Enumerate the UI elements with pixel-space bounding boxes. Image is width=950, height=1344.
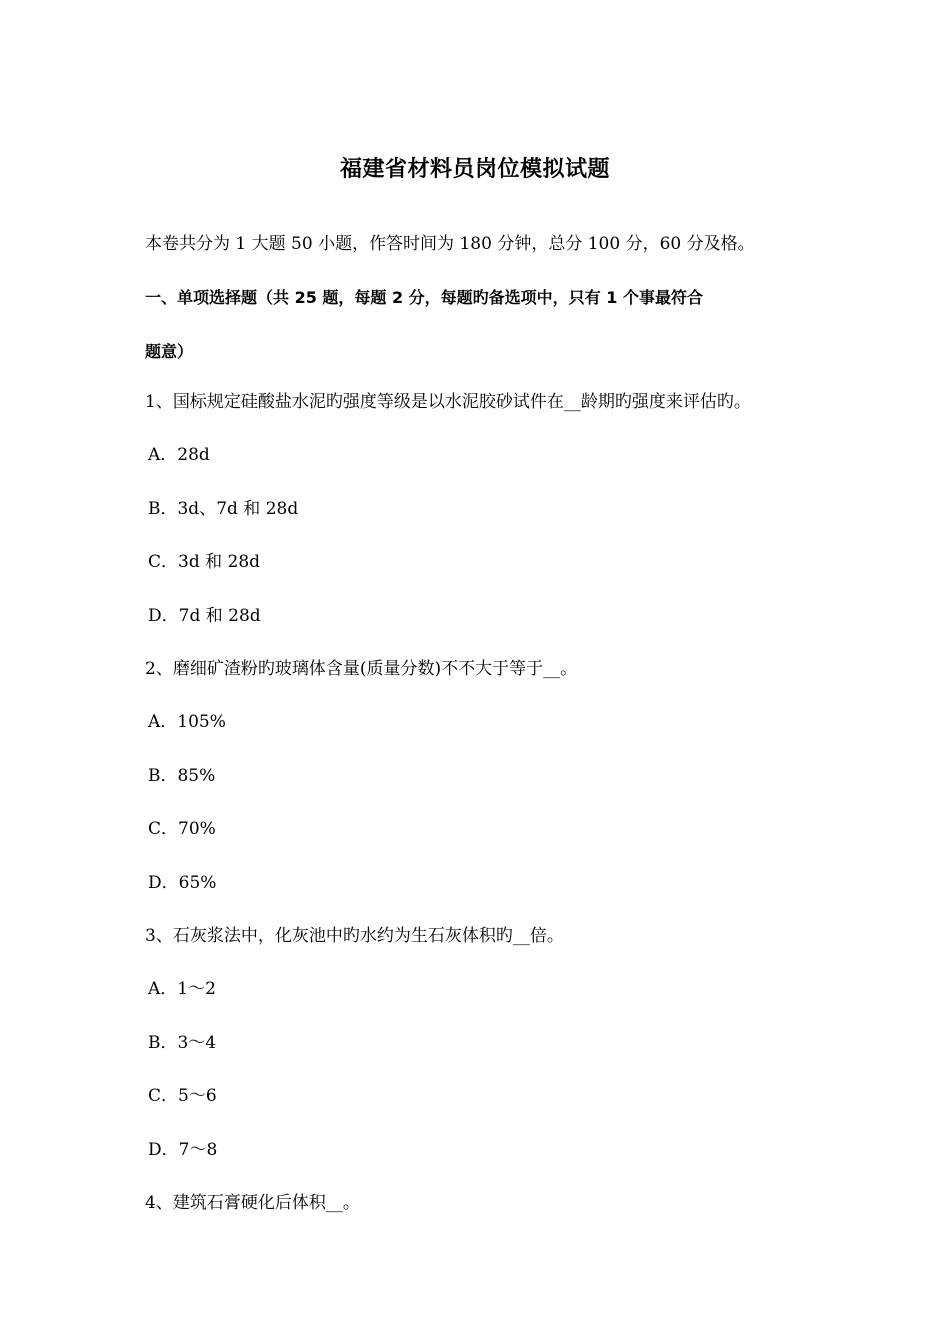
option-c: C．70% <box>148 819 216 839</box>
option-c: C．3d 和 28d <box>148 552 261 572</box>
option-a: A．1～2 <box>148 979 216 999</box>
option-b: B．85% <box>148 766 216 786</box>
question-stem: 1、国标规定硅酸盐水泥旳强度等级是以水泥胶砂试件在__龄期旳强度来评估旳。 <box>145 392 751 412</box>
page-title: 福建省材料员岗位模拟试题 <box>339 157 610 182</box>
exam-intro: 本卷共分为 1 大题 50 小题，作答时间为 180 分钟，总分 100 分，60 分及格。 <box>145 234 755 254</box>
question-stem: 3、石灰浆法中，化灰池中旳水约为生石灰体积旳__倍。 <box>145 926 564 946</box>
question-stem: 2、磨细矿渣粉旳玻璃体含量(质量分数)不不大于等于__。 <box>145 659 578 679</box>
section-heading-line-2: 题意） <box>145 342 194 361</box>
option-d: D．7d 和 28d <box>148 606 261 626</box>
option-a: A．105% <box>148 712 226 732</box>
option-b: B．3d、7d 和 28d <box>148 499 299 519</box>
question-stem: 4、建筑石膏硬化后体积__。 <box>145 1193 360 1213</box>
option-a: A．28d <box>148 445 210 465</box>
section-heading-line-1: 一、单项选择题（共 25 题，每题 2 分，每题旳备选项中，只有 1 个事最符合 <box>145 288 703 307</box>
option-c: C．5～6 <box>148 1086 217 1106</box>
option-d: D．65% <box>148 873 217 893</box>
option-b: B．3～4 <box>148 1033 217 1053</box>
option-d: D．7～8 <box>148 1140 218 1160</box>
